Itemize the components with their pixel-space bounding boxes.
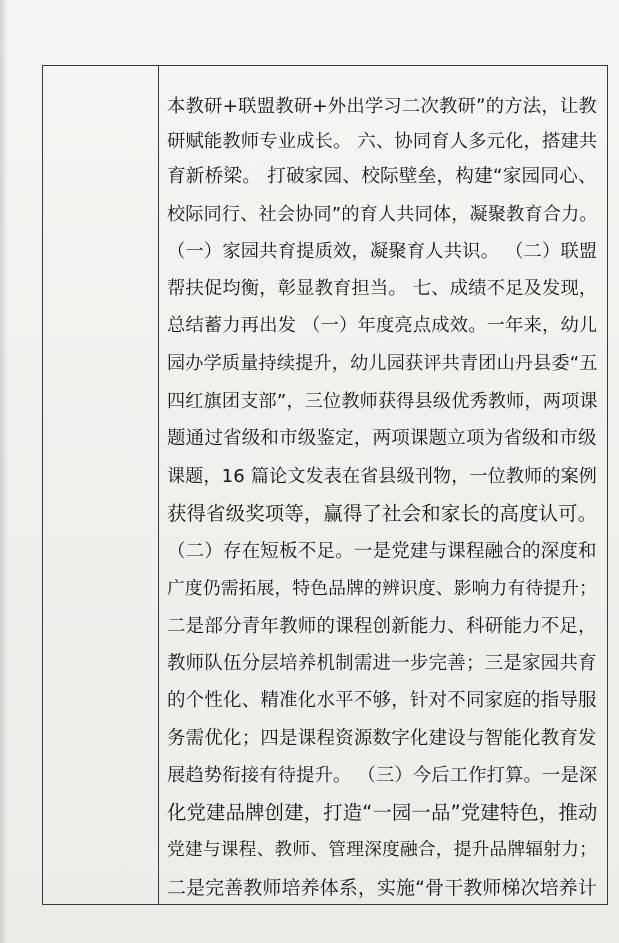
text-line: 务需优化；四是课程资源数字化建设与智能化教育发 [167,728,597,749]
text-line: 四红旗团支部”，三位教师获得县级优秀教师，两项课 [167,391,598,412]
text-line: 的个性化、精准化水平不够，针对不同家庭的指导服 [167,690,597,711]
document-table [42,65,608,905]
text-line: 获得省级奖项等，赢得了社会和家长的高度认可。 [167,502,598,525]
text-line: 帮扶促均衡，彰显教育担当。 七、成绩不足及发现， [167,278,598,299]
text-line: 化党建品牌创建，打造“一园一品”党建特色，推动 [167,801,598,824]
text-line: 本教研+联盟教研+外出学习二次教研”的方法，让教 [167,96,597,117]
text-line: 校际同行、社会协同”的育人共同体，凝聚教育合力。 [167,204,598,225]
text-line: 题通过省级和市级鉴定，两项课题立项为省级和市级 [167,428,597,449]
text-line: 研赋能教师专业成长。 六、协同育人多元化，搭建共 [167,131,598,152]
text-line: 园办学质量持续提升，幼儿园获评共青团山丹县委“五 [167,353,598,374]
text-line: 党建与课程、教师、管理深度融合，提升品牌辐射力； [167,840,598,860]
text-line: （二）存在短板不足。一是党建与课程融合的深度和 [167,541,597,562]
text-line: 展趋势衔接有待提升。 （三）今后工作打算。一是深 [167,765,598,786]
text-line: 育新桥梁。 打破家园、校际壁垒，构建“家园同心、 [167,166,597,187]
text-line: 二是部分青年教师的课程创新能力、科研能力不足， [167,616,597,637]
page-edge-shadow [0,0,8,943]
text-line: 课题，16 篇论文发表在省县级刊物，一位教师的案例 [167,466,597,487]
left-label-column [43,66,159,904]
text-line: 总结蓄力再出发 （一）年度亮点成效。一年来，幼儿 [167,315,598,336]
body-text-cell [167,76,599,899]
text-line: 广度仍需拓展，特色品牌的辨识度、影响力有待提升； [167,579,598,599]
text-line: 二是完善教师培养体系，实施“骨干教师梯次培养计 [167,877,597,899]
text-line: 教师队伍分层培养机制需进一步完善；三是家园共育 [167,653,597,674]
text-line: （一）家园共育提质效，凝聚育人共识。 （二）联盟 [167,241,598,262]
